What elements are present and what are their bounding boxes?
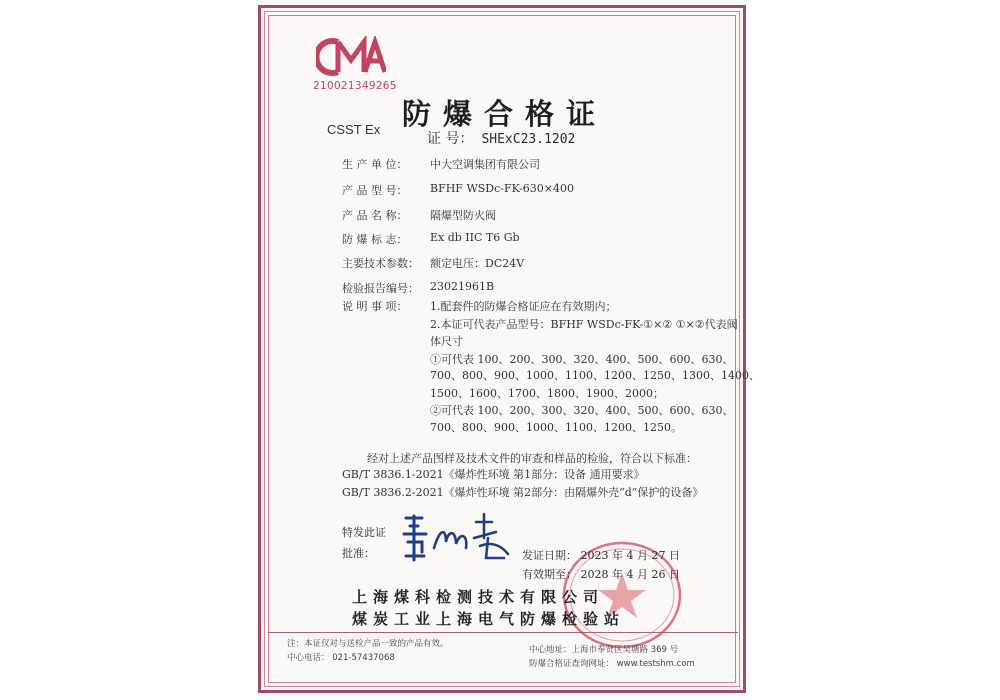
certificate-number — [427, 128, 575, 148]
cma-code: 210021349265 — [313, 80, 397, 92]
page-title: 防爆合格证 — [402, 97, 608, 131]
frame-line-left — [268, 15, 269, 683]
approve-label: 批准： — [342, 547, 375, 560]
field-value-report-no: 23021961B — [430, 280, 495, 293]
frame-line-right — [735, 15, 736, 683]
notes-label: 说 明 事 项： — [342, 300, 408, 313]
note-line: 700、800、900、1000、1100、1200、1250。 — [430, 421, 682, 434]
field-value-ex-marking: Ex db IIC T6 Gb — [430, 231, 520, 244]
note-line: 700、800、900、1000、1100、1200、1250、1300、1400、 — [430, 369, 760, 382]
note-line: 体尺寸 — [430, 335, 463, 348]
footer-note: 注：本证仅对与送检产品一致的产品有效。 — [287, 639, 449, 649]
standard-line: GB/T 3836.2-2021《爆炸性环境 第2部分：由隔爆外壳“d”保护的设备》 — [342, 486, 704, 499]
field-value-model: BFHF WSDc-FK-630×400 — [430, 182, 574, 195]
field-value-product-name: 隔爆型防火阀 — [430, 209, 496, 222]
organization-name: 煤炭工业上海电气防爆检验站 — [352, 610, 626, 628]
footer-address: 中心地址：上海市奉贤区吴塘路 369 号 — [529, 645, 679, 655]
field-label-manufacturer: 生 产 单 位： — [342, 158, 408, 171]
cma-logo — [316, 36, 386, 78]
field-value-manufacturer: 中大空调集团有限公司 — [430, 158, 540, 171]
special-issue-label: 特发此证 — [342, 526, 386, 539]
field-value-tech-params: 额定电压：DC24V — [430, 257, 525, 270]
note-line: 1.配套件的防爆合格证应在有效期内； — [430, 300, 617, 313]
standards-intro: 经对上述产品图样及技术文件的审查和样品的检验，符合以下标准： — [367, 452, 697, 465]
standard-line: GB/T 3836.1-2021《爆炸性环境 第1部分：设备 通用要求》 — [342, 468, 645, 481]
footer-website: 防爆合格证查询网址： www.testshm.com — [529, 659, 695, 669]
cert-no-label: 证 号： — [427, 131, 474, 147]
issue-date: 发证日期： 2023 年 4 月 27 日 — [522, 549, 680, 562]
cert-no-value: SHExC23.1202 — [481, 132, 576, 147]
scheme-label: CSST Ex — [327, 122, 381, 137]
note-line: 2.本证可代表产品型号：BFHF WSDc-FK-①×② ①×②代表阀 — [430, 318, 738, 331]
organization-name: 上海煤科检测技术有限公司 — [352, 588, 605, 606]
field-label-ex-marking: 防 爆 标 志： — [342, 233, 408, 246]
valid-until-date: 有效期至： 2028 年 4 月 26 日 — [522, 568, 680, 581]
frame-line-bottom — [268, 682, 736, 683]
note-line: ①可代表 100、200、300、320、400、500、600、630、 — [430, 353, 734, 366]
frame-line-top — [268, 15, 736, 16]
field-label-product-name: 产 品 名 称： — [342, 209, 408, 222]
footer-phone: 中心电话： 021-57437068 — [287, 653, 395, 663]
note-line: ②可代表 100、200、300、320、400、500、600、630、 — [430, 404, 734, 417]
signature-image — [396, 508, 516, 566]
field-label-model: 产 品 型 号： — [342, 184, 408, 197]
field-label-tech-params: 主要技术参数： — [342, 257, 419, 270]
footer-divider — [268, 632, 738, 633]
note-line: 1500、1600、1700、1800、1900、2000； — [430, 387, 664, 400]
field-label-report-no: 检验报告编号： — [342, 282, 419, 295]
